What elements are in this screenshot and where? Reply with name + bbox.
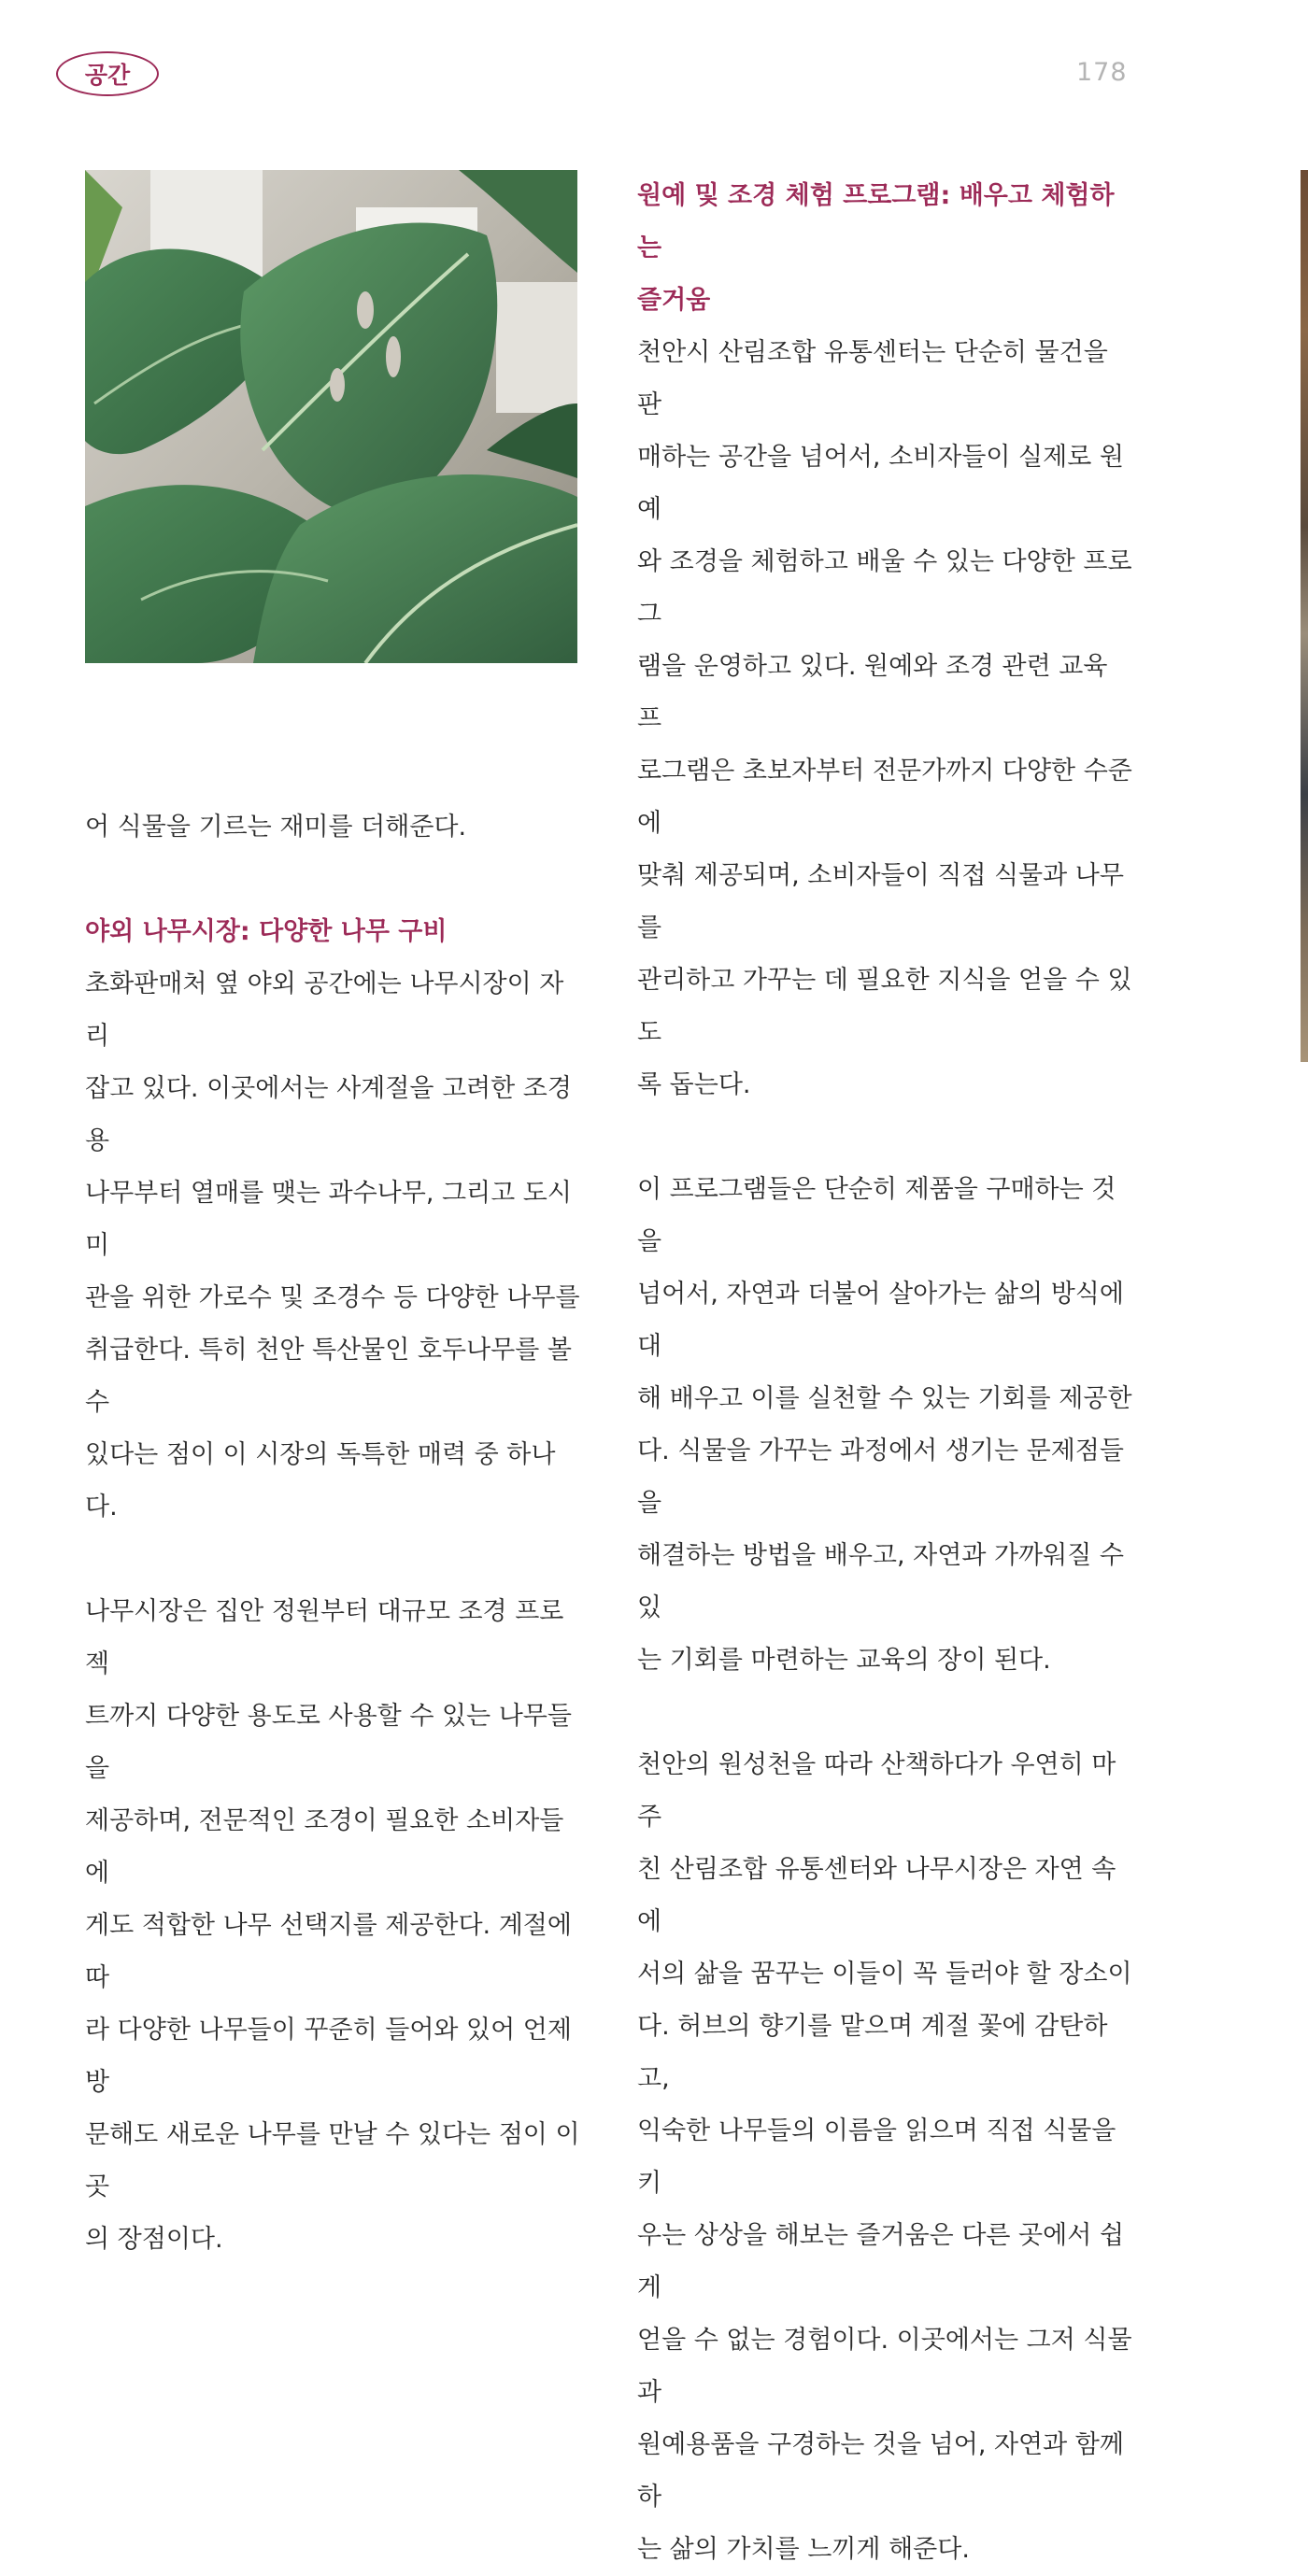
section-label: 공간 [84, 62, 131, 89]
page-number: 178 [1076, 58, 1128, 87]
text-line: 맞춰 제공되며, 소비자들이 직접 식물과 나무를 [637, 861, 1124, 942]
continuation-text: 어 식물을 기르는 재미를 더해준다. [85, 813, 467, 842]
text-line: 의 장점이다. [85, 2225, 223, 2254]
text-line: 라 다양한 나무들이 꾸준히 들어와 있어 언제 방 [85, 2016, 572, 2097]
text-line: 트까지 다양한 용도로 사용할 수 있는 나무들을 [85, 1702, 572, 1783]
text-line: 는 기회를 마련하는 교육의 장이 된다. [637, 1646, 1051, 1675]
text-line: 램을 운영하고 있다. 원예와 조경 관련 교육 프 [637, 652, 1108, 733]
left-column [85, 801, 580, 2266]
text-line: 익숙한 나무들의 이름을 읽으며 직접 식물을 키 [637, 2116, 1116, 2198]
text-line: 잡고 있다. 이곳에서는 사계절을 고려한 조경용 [85, 1074, 572, 1155]
paragraph-program-1 [637, 327, 1132, 1111]
text-line: 로그램은 초보자부터 전문가까지 다양한 수준에 [637, 757, 1132, 838]
text-line: 서의 삶을 꿈꾸는 이들이 꼭 들러야 할 장소이 [637, 1960, 1132, 1989]
text-line: 얻을 수 없는 경험이다. 이곳에서는 그저 식물과 [637, 2326, 1132, 2407]
section-heading-program [637, 170, 1132, 327]
text-line: 초화판매처 옆 야외 공간에는 나무시장이 자리 [85, 970, 564, 1051]
text-line: 이 프로그램들은 단순히 제품을 구매하는 것을 [637, 1175, 1116, 1256]
text-line: 관리하고 가꾸는 데 필요한 지식을 얻을 수 있도 [637, 966, 1132, 1047]
heading-line: 원예 및 조경 체험 프로그램: 배우고 체험하는 [637, 181, 1115, 262]
section-badge [56, 51, 159, 96]
text-line: 천안의 원성천을 따라 산책하다가 우연히 마주 [637, 1750, 1116, 1832]
paragraph-tree-market-2 [85, 1586, 580, 2266]
text-line: 매하는 공간을 넘어서, 소비자들이 실제로 원예 [637, 443, 1124, 524]
text-line: 해 배우고 이를 실천할 수 있는 기회를 제공한 [637, 1384, 1132, 1413]
text-line: 나무시장은 집안 정원부터 대규모 조경 프로젝 [85, 1597, 564, 1678]
paragraph-conclusion [637, 1739, 1132, 2576]
text-line: 문해도 새로운 나무를 만날 수 있다는 점이 이곳 [85, 2120, 580, 2201]
text-line: 다. 허브의 향기를 맡으며 계절 꽃에 감탄하고, [637, 2012, 1108, 2093]
text-line: 제공하며, 전문적인 조경이 필요한 소비자들에 [85, 1806, 564, 1888]
paragraph-program-2 [637, 1164, 1132, 1687]
text-line: 관을 위한 가로수 및 조경수 등 다양한 나무를 [85, 1283, 580, 1312]
text-line: 나무부터 열매를 맺는 과수나무, 그리고 도시 미 [85, 1179, 572, 1260]
text-line: 는 삶의 가치를 느끼게 해준다. [637, 2535, 970, 2564]
heading-line: 즐거움 [637, 286, 711, 315]
text-line: 다. 식물을 가꾸는 과정에서 생기는 문제점들을 [637, 1437, 1124, 1518]
text-line: 우는 상상을 해보는 즐거움은 다른 곳에서 쉽게 [637, 2221, 1124, 2302]
monstera-plant-photo [85, 170, 577, 663]
text-line: 원예용품을 구경하는 것을 넘어, 자연과 함께하 [637, 2430, 1124, 2512]
text-line: 게도 적합한 나무 선택지를 제공한다. 계절에 따 [85, 1911, 572, 1992]
paragraph-tree-market-1 [85, 958, 580, 1534]
cropped-photo-edge [1301, 170, 1308, 1062]
text-line: 와 조경을 체험하고 배울 수 있는 다양한 프로그 [637, 547, 1132, 629]
section-heading-tree-market: 야외 나무시장: 다양한 나무 구비 [85, 917, 448, 946]
text-line: 천안시 산림조합 유통센터는 단순히 물건을 판 [637, 338, 1108, 419]
text-line: 친 산림조합 유통센터와 나무시장은 자연 속에 [637, 1855, 1116, 1936]
text-line: 취급한다. 특히 천안 특산물인 호두나무를 볼 수 [85, 1336, 572, 1417]
text-line: 록 돕는다. [637, 1070, 751, 1099]
text-line: 넘어서, 자연과 더불어 살아가는 삶의 방식에 대 [637, 1280, 1124, 1361]
text-line: 해결하는 방법을 배우고, 자연과 가까워질 수 있 [637, 1541, 1124, 1622]
right-column [637, 170, 1132, 2576]
text-line: 있다는 점이 이 시장의 독특한 매력 중 하나다. [85, 1440, 556, 1522]
